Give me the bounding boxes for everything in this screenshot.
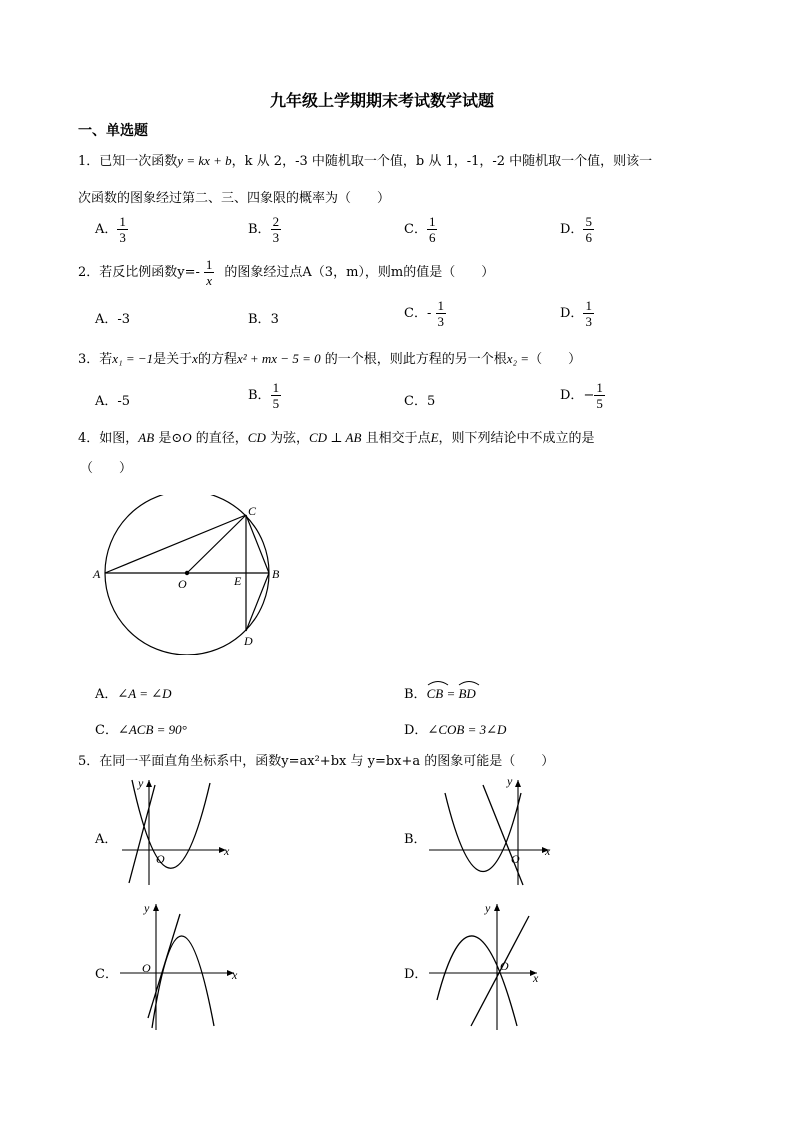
q1-option-d[interactable]: [560, 214, 594, 245]
q5-option-c[interactable]: [95, 963, 118, 982]
parabola: [132, 780, 210, 868]
q5-option-a[interactable]: [95, 828, 117, 847]
graph-c: [118, 900, 248, 1035]
question-text: （ ）: [529, 352, 582, 367]
question-4-line-2: （ ）: [80, 461, 133, 476]
option-label: D．: [560, 306, 584, 321]
graph-d: [425, 900, 555, 1035]
option-label: C．: [95, 967, 118, 982]
y-axis-arrow: [146, 780, 152, 787]
option-label: C．: [404, 394, 427, 409]
q4-option-a[interactable]: [95, 683, 172, 702]
question-text: 的方程: [197, 352, 237, 367]
line: [129, 785, 155, 883]
option-label: D．: [404, 967, 428, 982]
minus-sign: -: [426, 306, 432, 321]
option-label: C．: [404, 222, 427, 237]
q3-option-d[interactable]: [560, 380, 605, 411]
section-heading: 一、单选题: [78, 123, 148, 139]
question-text: 若: [99, 352, 113, 367]
question-text: 是⊙: [158, 431, 183, 446]
question-number: 1．: [78, 154, 100, 169]
variable: O: [182, 430, 192, 445]
formula: x₁ = −1: [112, 351, 154, 366]
circle-figure: [88, 495, 298, 655]
question-text: 的一个根，则此方程的另一个根: [324, 352, 507, 367]
q2-option-c[interactable]: [404, 298, 446, 329]
question-text: 已知一次函数: [99, 154, 178, 169]
question-3-line: [78, 348, 581, 367]
question-text: 如图，: [99, 431, 139, 446]
q2-option-a[interactable]: [95, 308, 130, 327]
fraction: $\frac{5}{6}$: [585, 214, 592, 245]
label-a: A: [93, 567, 101, 581]
option-text: 5: [426, 394, 436, 409]
parabola: [445, 793, 521, 872]
label-d: D: [244, 634, 253, 648]
fraction: $\frac{1}{6}$: [428, 214, 436, 245]
option-label: A．: [95, 832, 118, 847]
option-label: D．: [560, 222, 584, 237]
question-text: 的直径，: [195, 431, 248, 446]
question-number: 4．: [78, 431, 100, 446]
option-text: -3: [117, 312, 131, 327]
segment-cb: [246, 515, 269, 573]
q1-option-a[interactable]: [95, 214, 128, 245]
label-x: x: [545, 844, 551, 858]
fraction: $\frac{1}{5}$: [596, 380, 603, 411]
label-o: O: [142, 961, 151, 975]
option-text: ∠A = ∠D: [117, 686, 172, 701]
arc-cb: CB: [427, 686, 444, 702]
parabola: [152, 936, 214, 1028]
line: [148, 914, 180, 1018]
question-1-line-1: [78, 150, 652, 169]
q1-option-c[interactable]: [404, 214, 437, 245]
label-c: C: [248, 504, 257, 518]
arc-bd: BD: [458, 686, 475, 702]
q5-option-d[interactable]: [404, 963, 427, 982]
formula: CD ⊥ AB: [309, 430, 362, 445]
question-number: 2．: [78, 265, 100, 280]
question-4-line-1: [78, 427, 595, 446]
question-text: 若反比例函数y=-: [99, 265, 200, 280]
q1-option-b[interactable]: [248, 214, 281, 245]
label-y: y: [144, 901, 150, 915]
option-label: D．: [404, 723, 428, 738]
option-label: B．: [248, 388, 271, 403]
y-axis-arrow: [515, 780, 521, 787]
label-o: O: [156, 852, 165, 866]
label-o: O: [511, 852, 520, 866]
formula: x₂ =: [506, 351, 530, 366]
option-label: A．: [95, 687, 118, 702]
question-text: 为弦，: [269, 431, 309, 446]
question-text: ，则下列结论中不成立的是: [438, 431, 595, 446]
option-label: B．: [248, 222, 271, 237]
question-number: 3．: [78, 352, 100, 367]
label-y: y: [138, 776, 144, 790]
q3-option-c[interactable]: [404, 390, 435, 409]
fraction: $\frac{1}{3}$: [437, 298, 444, 329]
option-label: A．: [95, 394, 118, 409]
q3-option-b[interactable]: [248, 380, 281, 411]
variable: E: [430, 430, 439, 445]
q4-option-d[interactable]: [404, 719, 506, 738]
y-axis-arrow: [153, 904, 159, 911]
q2-option-b[interactable]: [248, 308, 279, 327]
question-1-line-2: 次函数的图象经过第二、三、四象限的概率为（ ）: [78, 191, 391, 206]
label-o: O: [178, 577, 187, 591]
question-text: 是关于: [153, 352, 193, 367]
fraction: $\frac{2}{3}$: [272, 214, 280, 245]
question-text: ，k 从 2，-3 中随机取一个值，b 从 1，-1，-2 中随机取一个值，则该一: [231, 154, 653, 169]
formula: x² + mx − 5 = 0: [236, 351, 321, 366]
question-text: 的图象经过点A（3，m），则m的值是（ ）: [224, 265, 495, 280]
label-x: x: [224, 844, 230, 858]
center-point: [185, 571, 189, 575]
graph-b: [425, 775, 555, 890]
option-text: ∠ACB = 90°: [117, 722, 187, 737]
option-label: B．: [404, 832, 427, 847]
option-label: A．: [95, 312, 118, 327]
formula: y = kx + b: [177, 153, 232, 168]
option-text: ∠COB = 3∠D: [427, 722, 507, 737]
option-label: B．: [404, 687, 427, 702]
fraction: $\frac{1}{x}$: [205, 257, 213, 288]
option-label: C．: [95, 723, 118, 738]
question-2-line: [78, 257, 494, 288]
equals: =: [443, 686, 459, 701]
label-e: E: [234, 574, 242, 588]
fraction: $\frac{1}{3}$: [119, 214, 126, 245]
q4-option-c[interactable]: [95, 719, 187, 738]
question-text: 且相交于点: [365, 431, 431, 446]
option-label: C．: [404, 306, 427, 321]
parabola: [437, 936, 517, 1026]
segment-bd: [246, 573, 269, 631]
label-o: O: [500, 959, 509, 973]
option-text: -5: [117, 394, 131, 409]
option-label: D．: [560, 388, 584, 403]
page-title: 九年级上学期期末考试数学试题: [270, 91, 495, 110]
q3-option-a[interactable]: [95, 390, 130, 409]
segment-oc: [187, 515, 246, 573]
option-label: A．: [95, 222, 118, 237]
variable: CD: [247, 430, 266, 445]
variable: AB: [138, 430, 155, 445]
question-5-line: [78, 750, 554, 769]
graph-a: [118, 775, 238, 890]
minus-sign: −: [583, 388, 595, 403]
segment-ac: [105, 515, 246, 573]
fraction: $\frac{1}{3}$: [585, 298, 592, 329]
option-label: B．: [248, 312, 271, 327]
q4-option-b[interactable]: [404, 683, 476, 702]
q5-option-b[interactable]: [404, 828, 427, 847]
option-text: 3: [270, 312, 279, 327]
q2-option-d[interactable]: [560, 298, 594, 329]
label-y: y: [507, 775, 513, 788]
label-x: x: [533, 971, 539, 985]
variable: x: [192, 351, 198, 366]
question-number: 5．: [78, 754, 100, 769]
label-x: x: [232, 968, 238, 982]
label-b: B: [272, 567, 280, 581]
y-axis-arrow: [494, 904, 500, 911]
label-y: y: [485, 901, 491, 915]
question-text: 在同一平面直角坐标系中，函数y=ax²+bx 与 y=bx+a 的图象可能是（ ）: [99, 754, 555, 769]
fraction: $\frac{1}{5}$: [272, 380, 280, 411]
